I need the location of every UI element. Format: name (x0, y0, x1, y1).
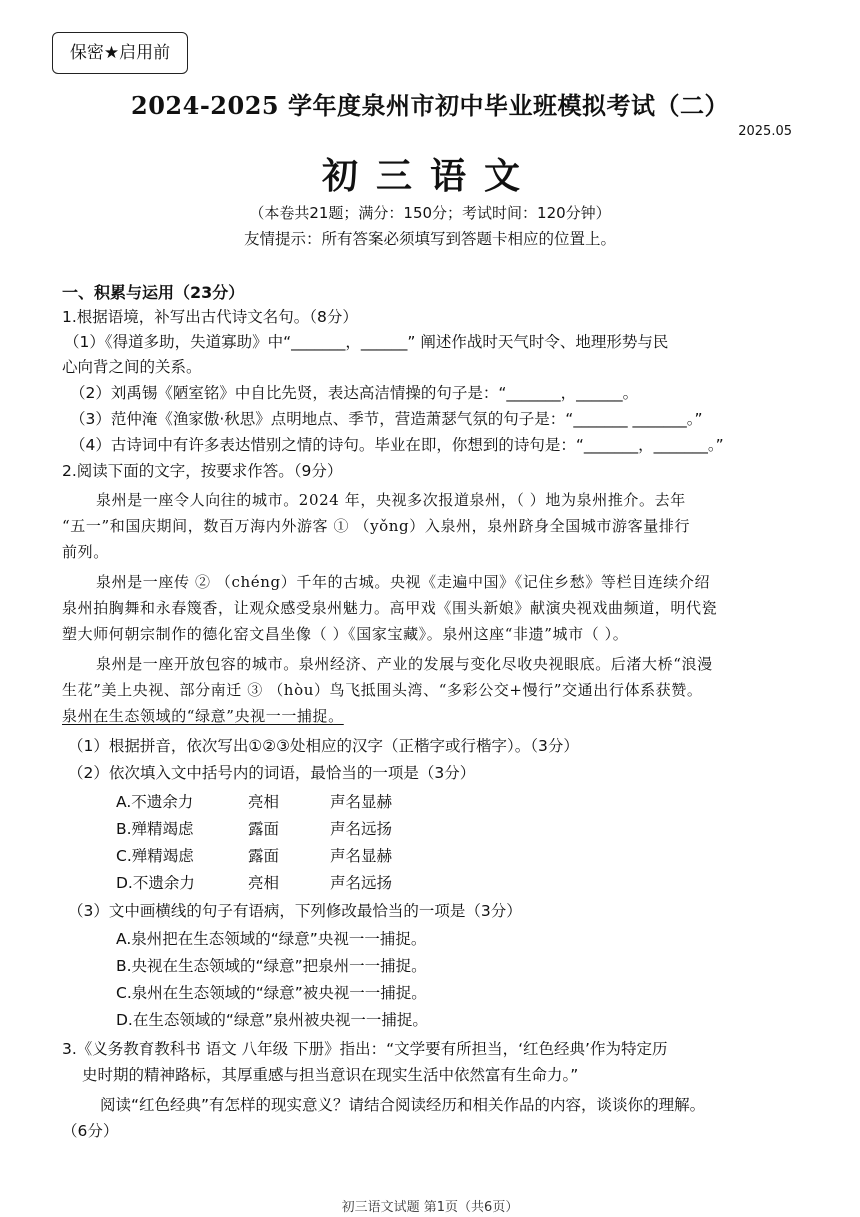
q2-underlined-sentence: 泉州在生态领域的“绿意”央视一一捕捉。 (62, 707, 344, 725)
q2-sub3-option: D.在生态领域的“绿意”泉州被央视一一捕捉。 (116, 1011, 428, 1029)
subject-title: 初三语文 (321, 155, 538, 197)
option-word: 声名远扬 (330, 874, 393, 892)
q2-sub3-option: A.泉州把在生态领域的“绿意”央视一一捕捉。 (116, 930, 427, 948)
q3-points: （6分） (62, 1122, 119, 1140)
q2-passage-line: 泉州拍胸舞和永春篾香，让观众感受泉州魅力。高甲戏《围头新娘》献演央视戏曲频道，明代瓷 (62, 599, 718, 617)
q2-sub3-option: C.泉州在生态领域的“绿意”被央视一一捕捉。 (116, 984, 427, 1002)
option-word: 露面 (248, 820, 280, 838)
q1-stem: 1.根据语境，补写出古代诗文名句。（8分） (62, 308, 358, 326)
option-word: B.殚精竭虑 (116, 820, 194, 838)
option-word: D.不遗余力 (116, 874, 195, 892)
q1-sub4: （4）古诗词中有许多表达惜别之情的诗句。毕业在即，你想到的诗句是：“_______，_______。” (70, 436, 724, 454)
option-word: 亮相 (248, 793, 280, 811)
q2-passage-line: 生花”美上央视、部分南迁 ③ （hòu）鸟飞抵围头湾、“多彩公交+慢行”交通出行体系获赞。 (62, 681, 703, 699)
q2-stem: 2.阅读下面的文字，按要求作答。（9分） (62, 462, 343, 480)
q1-sub3: （3）范仲淹《渔家傲·秋思》点明地点、季节，营造萧瑟气氛的句子是：“_______ _______。” (70, 410, 703, 428)
q2-sub3-option: B.央视在生态领域的“绿意”把泉州一一捕捉。 (116, 957, 427, 975)
q3-line: 史时期的精神路标，其厚重感与担当意识在现实生活中依然富有生命力。” (82, 1066, 579, 1084)
page-footer: 初三语文试题 第1页（共6页） (341, 1200, 519, 1215)
q1-sub2: （2）刘禹锡《陋室铭》中自比先贤，表达高洁情操的句子是：“_______，______。 (70, 384, 639, 402)
friendly-tip: 友情提示：所有答案必须填写到答题卡相应的位置上。 (243, 230, 616, 248)
q1-sub1-line2: 心向背之间的关系。 (62, 358, 202, 376)
q3-prompt: 阅读“红色经典”有怎样的现实意义？请结合阅读经历和相关作品的内容，谈谈你的理解。 (100, 1096, 706, 1114)
option-word: 露面 (248, 847, 280, 865)
q2-passage-line: 前列。 (62, 543, 109, 561)
exam-title: 2024-2025 学年度泉州市初中毕业班模拟考试（二） (131, 91, 729, 120)
q2-passage-line: “五一”和国庆期间，数百万海内外游客 ① （yǒng）入泉州，泉州跻身全国城市游客量排行 (62, 517, 691, 535)
option-word: 亮相 (248, 874, 280, 892)
q2-sub2: （2）依次填入文中括号内的词语，最恰当的一项是（3分） (68, 764, 476, 782)
section-title: 一、积累与运用（23分） (62, 283, 245, 302)
option-word: 声名显赫 (330, 847, 393, 865)
option-word: 声名远扬 (330, 820, 393, 838)
q2-sub3: （3）文中画横线的句子有语病，下列修改最恰当的一项是（3分） (68, 902, 522, 920)
q2-passage-line: 塑大师何朝宗制作的德化窑文昌坐像（ ）《国家宝藏》。泉州这座“非遗”城市（ ）。 (62, 625, 629, 643)
exam-info: （本卷共21题；满分：150分；考试时间：120分钟） (249, 204, 611, 222)
option-word: 声名显赫 (330, 793, 393, 811)
option-word: C.殚精竭虑 (116, 847, 194, 865)
exam-date: 2025.05 (738, 124, 792, 139)
q1-sub1-line1: （1）《得道多助，失道寡助》中“_______，______” 阐述作战时天气时令、地理形势与民 (64, 333, 669, 351)
confidential-badge: 保密★启用前 (52, 32, 188, 74)
option-word: A.不遗余力 (116, 793, 194, 811)
q2-passage-line: 泉州是一座传 ② （chéng）千年的古城。央视《走遍中国》《记住乡愁》等栏目连续介绍 (96, 573, 711, 591)
q3-line: 3.《义务教育教科书 语文 八年级 下册》指出：“文学要有所担当，‘红色经典’作为特定历 (62, 1040, 668, 1058)
q2-passage-line: 泉州是一座令人向往的城市。2024 年，央视多次报道泉州，（ ）地为泉州推介。去年 (96, 491, 686, 509)
q2-passage-line: 泉州是一座开放包容的城市。泉州经济、产业的发展与变化尽收央视眼底。后渚大桥“浪漫 (96, 655, 713, 673)
q2-sub1: （1）根据拼音，依次写出①②③处相应的汉字（正楷字或行楷字）。（3分） (68, 737, 579, 755)
